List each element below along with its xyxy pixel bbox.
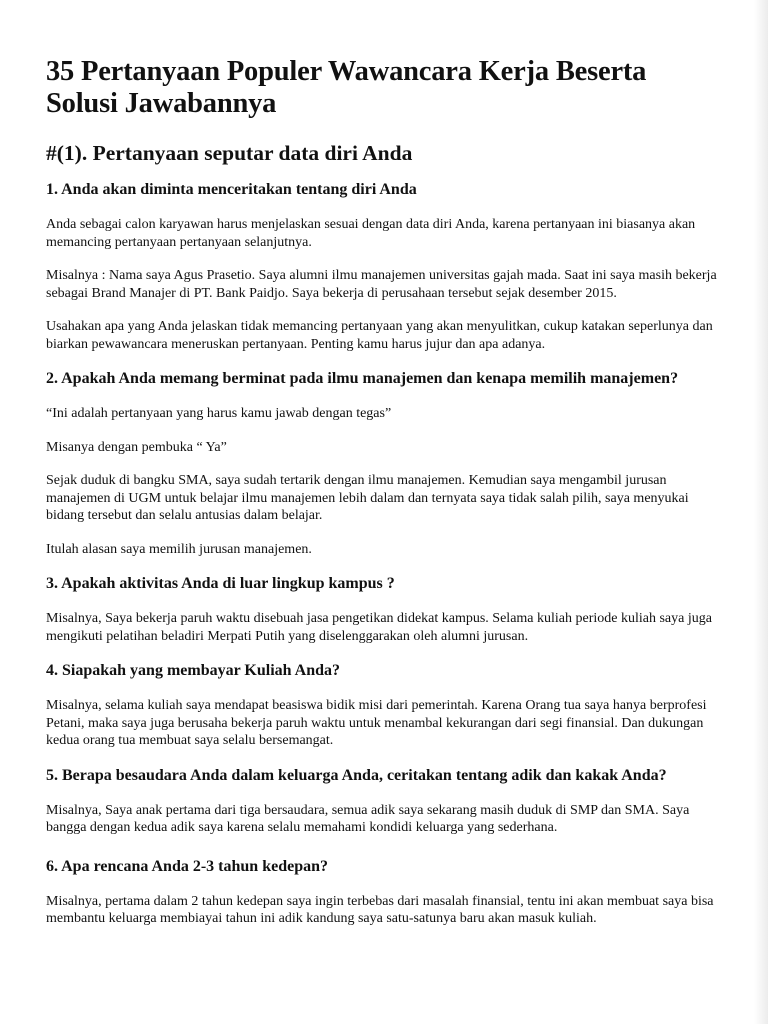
question-block — [46, 766, 722, 837]
paragraph: Usahakan apa yang Anda jelaskan tidak memancing pertanyaan yang akan menyulitkan, cukup katakan seperlunya dan biarkan pewawancara meneruskan pertanyaan. Penting kamu harus jujur dan apa adanya. — [46, 319, 713, 352]
paragraph: Misalnya : Nama saya Agus Prasetio. Saya alumni ilmu manajemen universitas gajah mada. Saat ini saya masih bekerja sebagai Brand Manajer di PT. Bank Paidjo. Saya bekerja di perusahaan tersebut sejak desember 2015. — [46, 268, 717, 301]
paragraph: “Ini adalah pertanyaan yang harus kamu jawab dengan tegas” — [46, 406, 392, 421]
paragraph: Misanya dengan pembuka “ Ya” — [46, 439, 227, 455]
question-heading: 2. Apakah Anda memang berminat pada ilmu manajemen dan kenapa memilih manajemen? — [46, 370, 679, 387]
paragraph: Misalnya, selama kuliah saya mendapat beasiswa bidik misi dari pemerintah. Karena Orang tua saya hanya berprofesi Petani, maka saya juga berusaha bekerja paruh waktu untuk menambal kekurangan dari segi finansial. Dan dukungan kedua orang tua membuat saya selalu bersemangat. — [46, 698, 707, 748]
question-heading: 6. Apa rencana Anda 2-3 tahun kedepan? — [46, 857, 328, 875]
paragraph: Itulah alasan saya memilih jurusan manajemen. — [46, 541, 312, 557]
question-heading: 4. Siapakah yang membayar Kuliah Anda? — [46, 662, 341, 679]
paragraph: Misalnya, Saya bekerja paruh waktu disebuah jasa pengetikan didekat kampus. Selama kuliah periode kuliah saya juga mengikuti pelatihan beladiri Merpati Putih yang diselenggarakan oleh alumni jurusan. — [46, 611, 712, 644]
document-body — [46, 56, 722, 944]
paragraph: Anda sebagai calon karyawan harus menjelaskan sesuai dengan data diri Anda, karena pertanyaan ini biasanya akan memancing pertanyaan pertanyaan selanjutnya. — [46, 217, 696, 250]
question-heading: 1. Anda akan diminta menceritakan tentang diri Anda — [46, 181, 417, 198]
document-title: 35 Pertanyaan Populer Wawancara Kerja Beserta Solusi Jawabannya — [46, 56, 647, 119]
question-heading: 5. Berapa besaudara Anda dalam keluarga Anda, ceritakan tentang adik dan kakak Anda? — [46, 766, 667, 784]
paragraph: Misalnya, pertama dalam 2 tahun kedepan saya ingin terbebas dari masalah finansial, tentu ini akan membuat saya bisa membantu keluarga membiayai tahun ini adik kandung saya satu-satunya baru akan masuk kuliah. — [46, 893, 714, 926]
paragraph: Sejak duduk di bangku SMA, saya sudah tertarik dengan ilmu manajemen. Kemudian saya mengambil jurusan manajemen di UGM untuk belajar ilmu manajemen lebih dalam dan ternyata saya tidak salah pilih, saya menyukai bidang tersebut dan selalu antusias dalam belajar. — [46, 473, 689, 523]
question-heading: 3. Apakah aktivitas Anda di luar lingkup kampus ? — [46, 575, 395, 592]
question-block — [46, 369, 722, 558]
paragraph: Misalnya, Saya anak pertama dari tiga bersaudara, semua adik saya sekarang masih duduk di SMP dan SMA. Saya bangga dengan kedua adik saya karena selalu memahami kondidi keluarga yang sederhana. — [46, 802, 690, 835]
question-block — [46, 574, 722, 645]
question-block — [46, 180, 722, 353]
section-heading: #(1). Pertanyaan seputar data diri Anda — [46, 141, 413, 165]
question-block — [46, 661, 722, 750]
question-block — [46, 857, 722, 928]
